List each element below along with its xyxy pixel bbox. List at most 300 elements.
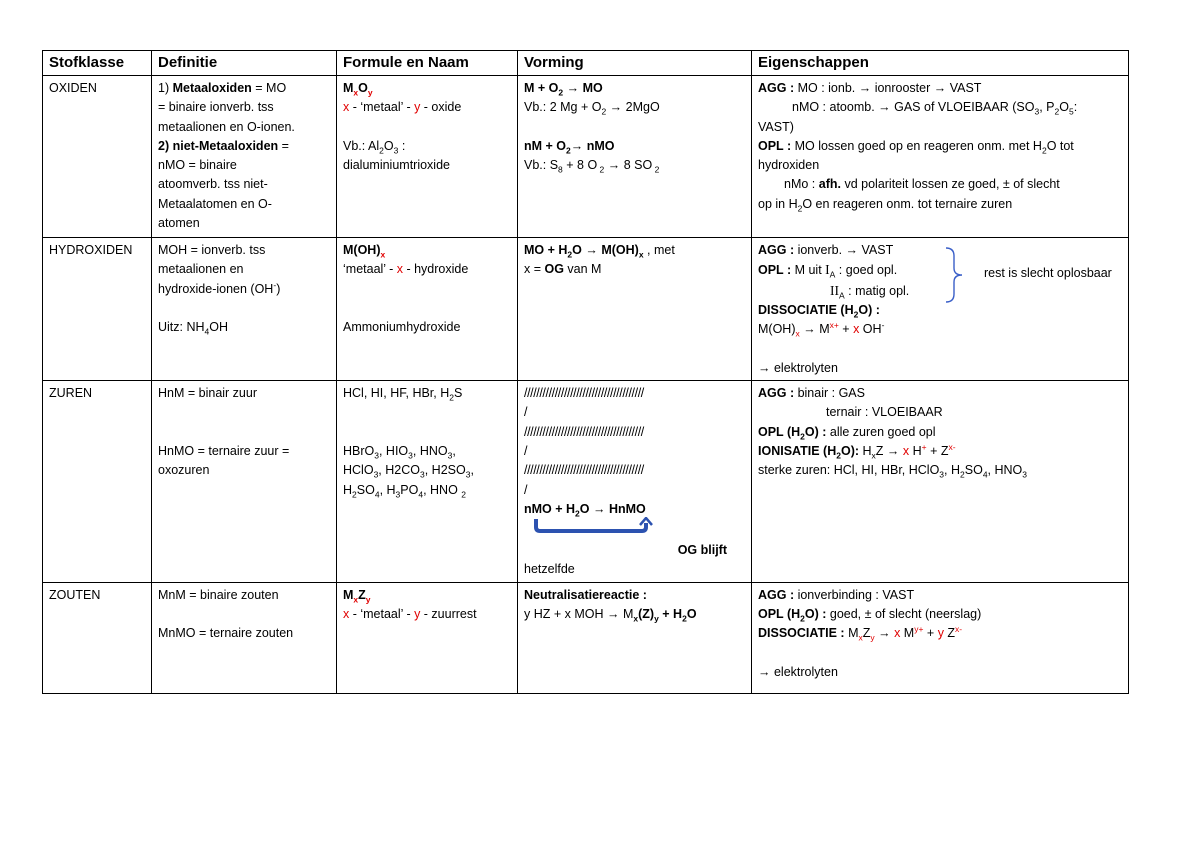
text-zouten-eig-l2-bold: OPL (H [758, 607, 801, 622]
text-line [343, 586, 511, 605]
text-hydroxiden-eig-l3-sub: A [839, 290, 845, 301]
text-zuren-vorming-slash-end: / [524, 405, 528, 420]
text-line [758, 605, 1122, 624]
text-zuren-vorming-slash-end: / [524, 482, 528, 497]
text-oxiden-vorming-r1-a: M + O [524, 81, 559, 95]
text-zuren-eig-l5-2: 2 [960, 469, 965, 480]
eigenschappen-oxiden [752, 76, 1129, 238]
text-line [43, 51, 1129, 694]
text-line [158, 79, 330, 98]
text-oxiden-def-l7: Metaalatomen en O- [158, 196, 272, 211]
text-zuren-formula-l1-b: S [454, 386, 463, 401]
text-line [758, 424, 827, 442]
text-hydroxiden-eig-l2-a: M uit [791, 263, 826, 278]
text-oxiden-eig-l5: hydroxiden [758, 158, 820, 173]
text-hydroxiden-eig-l5-x: x [795, 328, 800, 339]
text-oxiden-vorming-r2-b: 2MgO [625, 100, 660, 115]
formula-zuren [337, 381, 518, 583]
text-zouten-eig-l2-2: 2 [800, 613, 805, 624]
text-zuren-formula-l3-b: , H2CO [378, 463, 420, 478]
text-line [343, 299, 511, 318]
def-zuren [152, 381, 337, 583]
text-zuren-formula-l3-c: , H2SO [424, 463, 466, 478]
text-oxiden-eig-l7-2: 2 [797, 203, 803, 214]
text-zuren-eig-l4-sup2: x- [948, 441, 956, 452]
vorming-zouten [518, 582, 752, 693]
text-oxiden-eig-l1-bold: AGG : [758, 81, 795, 95]
text-zouten-formula-z: Z [358, 587, 366, 602]
text-hydroxiden-def-l3-b: ) [276, 281, 281, 296]
text-oxiden-vorming-r1-b: MO [582, 81, 603, 95]
text-zuren-formula-l3-3c: 3 [465, 469, 471, 480]
def-zouten [152, 582, 337, 693]
text-line [524, 79, 745, 98]
text-zuren-eig-l5-c: SO [964, 463, 983, 478]
text-line [758, 301, 1122, 320]
text-hydroxiden-eig-l2-bold: OPL : [758, 263, 792, 278]
header-vorming: Vorming [518, 51, 752, 76]
text-zuren-eig-l4-b: Z → [875, 443, 903, 458]
text-zuren-eig-l5-b: , H [944, 463, 961, 478]
text-zouten-eig-l3-d: M [900, 626, 915, 641]
text-zuren-class: ZUREN [49, 386, 93, 401]
text-oxiden-vorming-r2-arrow: → [606, 100, 626, 115]
text-zuren-vorming-slashes: /////////////////////////////////////// [524, 386, 644, 401]
text-oxiden-class: OXIDEN [49, 81, 97, 95]
text-line [158, 280, 330, 299]
text-oxiden-def-l5: nMO = binaire [158, 158, 237, 173]
text-hydroxiden-vorming-l1-a: MO + H [524, 243, 568, 257]
text-zuren-formula-l4-2: 2 [352, 489, 357, 500]
text-zouten-formula-l2-mid: - ‘metaal’ - [349, 607, 415, 622]
text-zuren-vorming-slash-end: / [524, 443, 528, 458]
text-oxiden-eig-l6-a: nMo : [784, 177, 819, 192]
text-line [758, 384, 1122, 403]
text-hydroxiden-vorming-l1-2: 2 [567, 249, 573, 260]
text-oxiden-vorming-r4-2: 2 [597, 164, 605, 175]
text-line [758, 423, 1122, 442]
text-hydroxiden-eig-l6: → elektrolyten [758, 360, 838, 375]
text-oxiden-formula-l2-end: - oxide [420, 100, 462, 115]
text-hydroxiden-formula-l3: Ammoniumhydroxide [343, 320, 461, 335]
text-zuren-eig-l5-3b: 3 [1022, 469, 1028, 480]
text-zouten-eig-l2-rest: goed, ± of slecht (neerslag) [826, 607, 982, 622]
text-zouten-formula-l2-end: - zuurrest [420, 607, 477, 622]
text-oxiden-vorming-r2-a: Vb.: 2 Mg + O [524, 100, 602, 115]
text-hydroxiden-formula-l2-x: x [396, 262, 403, 277]
text-zuren-formula-l4-d: PO [400, 482, 419, 497]
text-line [158, 318, 330, 337]
text-line [758, 607, 827, 624]
text-oxiden-def-l4-rest: = [278, 138, 289, 153]
text-oxiden-vorming-r4-8: 8 [558, 164, 563, 175]
text-hydroxiden-eig-l2-b: : goed opl. [835, 263, 898, 278]
text-line [758, 461, 1122, 480]
bracket-arrow-icon [526, 517, 656, 539]
text-zuren-formula-l3-3: 3 [373, 469, 379, 480]
text-hydroxiden-formula-l2-b: - hydroxide [402, 262, 469, 277]
eigenschappen-zouten [752, 582, 1129, 693]
text-zuren-formula-l1-a: HCl, HI, HF, HBr, H [343, 386, 450, 401]
class-zuren [43, 381, 152, 583]
text-line [758, 281, 1122, 301]
text-zuren-formula-l4-2b: 2 [461, 489, 467, 500]
text-zuren-eig-l4-x: x [871, 450, 876, 461]
text-zuren-formula-l2-3c: 3 [447, 450, 453, 461]
text-zuren-eig-l4-c: H [909, 443, 922, 458]
text-line [343, 118, 511, 137]
text-zuren-eig-l5-d: , HNO [987, 463, 1023, 478]
chemistry-overview-table [42, 50, 1129, 694]
text-oxiden-def-l1-num: 1) [158, 81, 173, 95]
text-oxiden-def-l1-rest: = MO [251, 81, 287, 95]
text-zouten-eig-l3-yr: y [937, 626, 944, 641]
text-zouten-vorming-l2-d: O [686, 607, 697, 622]
text-line [524, 605, 745, 624]
text-zuren-eig-l4-xr: x [902, 443, 910, 458]
text-oxiden-formula-vb-2: 2 [379, 145, 384, 156]
formula-hydroxiden [337, 238, 518, 381]
header-definitie: Definitie [152, 51, 337, 76]
text-zouten-eig-l3-b: Z [862, 626, 871, 641]
text-zouten-vorming-l2-2: 2 [682, 613, 687, 624]
text-hydroxiden-eig-l5-sup2: - [881, 320, 885, 331]
text-zuren-formula-l3-a: HClO [343, 463, 374, 478]
text-zouten-eig-l2-bold2: O) : [804, 607, 827, 622]
text-zuren-formula-l2-3b: 3 [408, 450, 413, 461]
text-line [343, 423, 511, 442]
text-line [946, 248, 962, 302]
text-zouten-eig-l1-bold: AGG : [758, 587, 795, 602]
formula-oxiden [337, 76, 518, 238]
text-zuren-vorming-og: OG blijft [677, 543, 727, 558]
text-oxiden-vorming-r3-arrow: → [570, 138, 587, 153]
text-zouten-eig-l3-c: → [874, 626, 895, 641]
row-oxiden [43, 76, 1129, 238]
text-zouten-eig-l3-a: M [844, 626, 859, 641]
text-zuren-formula-l2-d: , [452, 443, 456, 458]
text-hydroxiden-vorming-l1-x: x [638, 249, 644, 260]
text-oxiden-def-l3: metaalionen en O-ionen. [158, 119, 295, 134]
text-line [524, 98, 745, 117]
eigenschappen-hydroxiden [752, 238, 1129, 381]
text-oxiden-vorming-r3-a: nM + O [524, 138, 567, 153]
text-zuren-formula-l4-4: 4 [374, 489, 380, 500]
text-oxiden-formula-l2-y: y [414, 100, 421, 115]
text-zuren-formula-l2-a: HBrO [343, 443, 375, 458]
text-hydroxiden-vorming-l2-b: OG [544, 262, 564, 277]
text-oxiden-vorming-r2-2: 2 [601, 106, 607, 117]
text-line [758, 195, 1122, 214]
text-hydroxiden-vorming-l2-c: van M [563, 262, 602, 277]
text-line [524, 241, 745, 260]
text-line [758, 339, 1122, 358]
text-hydroxiden-class: HYDROXIDEN [49, 243, 133, 257]
text-zuren-eig-l4-bold2: O): [840, 443, 860, 458]
text-zouten-eig-l3-x: x [858, 632, 863, 643]
text-line [758, 586, 1122, 605]
text-oxiden-vorming-r4-a: Vb.: S [524, 158, 559, 173]
text-hydroxiden-vorming-l2-a: x = [524, 262, 545, 277]
text-oxiden-vorming-r1-2: 2 [558, 87, 564, 98]
text-oxiden-def-l4-bold: 2) niet-Metaaloxiden [158, 138, 279, 153]
text-hydroxiden-eig-l5-b: → M [799, 322, 830, 337]
text-hydroxiden-def-l1: MOH = ionverb. tss [158, 243, 266, 257]
text-zuren-eig-l5-3: 3 [939, 469, 945, 480]
text-line [758, 98, 1122, 117]
text-zuren-eig-l4-d: + Z [926, 443, 949, 458]
text-oxiden-def-l2: = binaire ionverb. tss [158, 100, 274, 115]
text-oxiden-formula-vb-3: 3 [393, 145, 399, 156]
brace-note: rest is slecht oplosbaar [984, 266, 1112, 280]
text-line [343, 137, 511, 156]
text-line [758, 443, 860, 461]
text-hydroxiden-eig-l1-bold: AGG : [758, 243, 795, 257]
text-oxiden-eig-l2-3: 3 [1034, 106, 1040, 117]
text-line [343, 461, 511, 480]
text-hydroxiden-eig-l1-rest: ionverb. → VAST [794, 243, 894, 257]
text-line [158, 137, 330, 156]
text-zuren-eig-l3-2: 2 [800, 431, 805, 442]
text-zuren-eig-l3-rest: alle zuren goed opl [826, 424, 936, 439]
formula-zouten [337, 582, 518, 693]
text-line [343, 98, 511, 117]
text-line [524, 118, 745, 137]
text-zouten-vorming-l2-c: + H [658, 607, 683, 622]
class-oxiden [43, 76, 152, 238]
text-zouten-eig-l3-xr: x [894, 626, 901, 641]
text-oxiden-eig-l2-d: : [1073, 100, 1078, 115]
text-oxiden-eig-l7-b: O en reageren onm. tot ternaire zuren [802, 196, 1013, 211]
text-hydroxiden-def-l4-b: OH [209, 320, 229, 335]
text-hydroxiden-eig-l5-sup: x+ [829, 320, 839, 331]
text-oxiden-eig-l2-a: nMO : atoomb. → GAS of VLOEIBAAR (SO [792, 100, 1035, 115]
text-oxiden-formula-vb-o: O [383, 138, 394, 153]
text-line [343, 481, 511, 500]
text-line [758, 241, 1122, 260]
text-oxiden-eig-l4-b: O tot [1046, 138, 1074, 153]
text-zuren-vorming-slashes: /////////////////////////////////////// [524, 424, 644, 439]
text-hydroxiden-formula-l1-a: M(OH) [343, 243, 381, 257]
text-hydroxiden-formula-l2-a: ‘metaal’ - [343, 262, 397, 277]
text-oxiden-eig-l2-5: 5 [1068, 106, 1074, 117]
text-hydroxiden-vorming-l1-c: , met [643, 243, 675, 257]
text-oxiden-def-l8: atomen [158, 216, 200, 231]
text-zouten-class: ZOUTEN [49, 587, 101, 602]
header-eigenschappen: Eigenschappen [752, 51, 1129, 76]
text-zuren-formula-l2-c: , HNO [412, 443, 448, 458]
text-zuren-formula-l4-c: , H [379, 482, 396, 497]
def-oxiden [152, 76, 337, 238]
text-hydroxiden-eig-l4-a: DISSOCIATIE (H [758, 302, 854, 317]
text-line [524, 137, 745, 156]
text-oxiden-eig-l4-bold: OPL : [758, 138, 792, 153]
text-line [343, 260, 511, 279]
text-line [758, 175, 1122, 194]
text-line [343, 442, 511, 461]
text-zuren-vorming-l-2: 2 [575, 508, 580, 519]
text-line [343, 605, 511, 624]
text-line [758, 624, 1122, 643]
text-zuren-formula-l2-3a: 3 [374, 450, 379, 461]
text-zouten-eig-l3-y: y [870, 632, 875, 643]
text-oxiden-eig-l3: VAST) [758, 119, 794, 134]
text-zuren-eig-l1-rest: binair : GAS [794, 386, 865, 401]
text-oxiden-eig-l4-a: MO lossen goed op en reageren onm. met H [791, 138, 1042, 153]
text-zuren-eig-l4-a: H [859, 443, 872, 458]
text-hydroxiden-eig-l5-a: M(OH) [758, 322, 796, 337]
text-zouten-eig-l3-e: + [923, 626, 938, 641]
text-oxiden-vorming-r3-2: 2 [566, 145, 571, 156]
text-hydroxiden-def-l2: metaalionen en [158, 262, 244, 277]
text-zuren-eig-l3-bold2: O) : [804, 424, 827, 439]
text-hydroxiden-vorming-l1-b: O → M(OH) [572, 243, 639, 257]
text-zuren-eig-l3-bold: OPL (H [758, 424, 801, 439]
text-oxiden-formula-m: M [343, 81, 354, 95]
text-hydroxiden-eig-l5-d: OH [859, 322, 882, 337]
text-zuren-eig-l5-4: 4 [982, 469, 988, 480]
text-line [758, 442, 1122, 461]
text-oxiden-formula-x: x [353, 87, 359, 98]
text-hydroxiden-eig-l5-x2: x [853, 322, 860, 337]
header-row [43, 51, 1129, 76]
text-hydroxiden-eig-l3-b: : matig opl. [844, 283, 910, 298]
text-zuren-vorming-og2: hetzelfde [524, 562, 575, 577]
text-zuren-formula-l4-3: 3 [395, 489, 401, 500]
text-oxiden-eig-l1-rest: MO : ionb. → ionrooster → VAST [794, 81, 982, 95]
text-zouten-eig-l3-bold: DISSOCIATIE : [758, 626, 845, 641]
text-hydroxiden-def-l3-sup: - [273, 279, 277, 290]
text-oxiden-eig-l7-a: op in H [758, 196, 798, 211]
text-zouten-vorming-l2-x: x [633, 613, 639, 624]
text-zouten-formula-l2-y: y [414, 607, 421, 622]
header-formule-en-naam: Formule en Naam [337, 51, 518, 76]
text-line [758, 644, 1122, 663]
text-oxiden-eig-l6-c: vd polariteit lossen ze goed, ± of slecht [840, 177, 1060, 192]
text-oxiden-formula-l2-x: x [343, 100, 350, 115]
text-oxiden-formula-l2-mid: - ‘metaal’ - [349, 100, 415, 115]
text-hydroxiden-def-l4-a: Uitz: NH [158, 320, 205, 335]
text-oxiden-eig-l6-b: afh. [818, 177, 841, 192]
text-line [343, 241, 511, 260]
text-oxiden-eig-l2-c: O [1059, 100, 1069, 115]
text-zouten-eig-l3-sup: y+ [914, 624, 924, 635]
text-hydroxiden-eig-l4-2: 2 [853, 309, 859, 320]
text-hydroxiden-eig-l2-sub: A [829, 269, 836, 280]
text-hydroxiden-def-l4-4: 4 [204, 326, 210, 337]
text-oxiden-def-l6: atoomverb. tss niet- [158, 177, 268, 192]
text-line [343, 280, 511, 299]
text-zuren-formula-l3-3b: 3 [419, 469, 425, 480]
text-line [158, 423, 330, 442]
text-zouten-vorming-l2-y: y [654, 613, 659, 624]
text-zuren-eig-l4-sup: + [921, 441, 927, 452]
text-zouten-vorming-l2-b: (Z) [638, 607, 655, 622]
text-zouten-formula-m: M [343, 587, 354, 602]
vorming-hydroxiden [518, 238, 752, 381]
text-zouten-def-l2: MnMO = ternaire zouten [158, 626, 294, 641]
text-zuren-formula-l4-b: SO [356, 482, 375, 497]
text-zuren-eig-l4-2: 2 [836, 450, 841, 461]
text-line [536, 519, 646, 531]
text-line [524, 156, 745, 175]
text-zouten-eig-l3-sup2: x- [955, 624, 963, 635]
text-oxiden-formula-y: y [367, 87, 373, 98]
text-oxiden-formula-o: O [358, 81, 368, 95]
text-hydroxiden-formula-l1-x: x [380, 249, 386, 260]
text-zouten-vorming-l2-a: y HZ + x MOH → M [524, 607, 634, 622]
text-oxiden-vorming-r4-b: + 8 O [562, 158, 598, 173]
text-zuren-def-l1: HnM = binair zuur [158, 386, 257, 401]
text-zuren-formula-l3-d: , [470, 463, 474, 478]
row-zouten [43, 582, 1129, 693]
header-stofklasse: Stofklasse [43, 51, 152, 76]
text-line [758, 137, 1122, 156]
text-hydroxiden-eig-l3-roman: II [830, 282, 839, 298]
text-zuren-eig-l2: ternair : VLOEIBAAR [826, 405, 943, 420]
vorming-zuren [518, 381, 752, 583]
row-hydroxiden [43, 238, 1129, 381]
text-oxiden-vorming-r4-2b: 2 [652, 164, 660, 175]
text-oxiden-vorming-r1-arrow: → [563, 81, 583, 95]
text-zuren-vorming-l-b: O → HnMO [579, 501, 646, 516]
class-hydroxiden [43, 238, 152, 381]
text-hydroxiden-def-l3-a: hydroxide-ionen (OH [158, 281, 274, 296]
text-hydroxiden-eig-l5-c: + [838, 322, 854, 337]
text-oxiden-formula-vb-pre: Vb.: Al [343, 138, 380, 153]
text-zuren-formula-l4-a: H [343, 482, 353, 497]
text-zuren-eig-l4-bold: IONISATIE (H [758, 443, 837, 458]
curly-brace-icon [944, 246, 968, 304]
text-hydroxiden-eig-l4-b: O) : [858, 302, 880, 317]
text-zouten-eig-l3-f: Z [943, 626, 956, 641]
text-line [343, 384, 511, 403]
text-zouten-formula-y: y [365, 594, 371, 605]
text-line [343, 79, 511, 98]
text-line [524, 243, 644, 260]
text-zuren-eig-l5-a: sterke zuren: HCl, HI, HBr, HClO [758, 463, 940, 478]
text-oxiden-eig-l2-b: , P [1039, 100, 1055, 115]
text-zuren-formula-l2-b: , HIO [378, 443, 409, 458]
def-hydroxiden [152, 238, 337, 381]
text-zouten-formula-l2-x: x [343, 607, 350, 622]
text-hydroxiden-eig-l2-roman: I [825, 262, 830, 278]
text-zuren-formula-l4-4b: 4 [418, 489, 424, 500]
text-zuren-formula-l4-e: , HNO [423, 482, 462, 497]
text-zouten-eig-l1-rest: ionverbinding : VAST [794, 587, 915, 602]
text-zuren-def-l3: oxozuren [158, 463, 210, 478]
text-zouten-formula-x: x [353, 594, 359, 605]
text-zuren-vorming-slashes: /////////////////////////////////////// [524, 463, 644, 478]
class-zouten [43, 582, 152, 693]
text-oxiden-eig-l2-2: 2 [1054, 106, 1060, 117]
text-zouten-def-l1: MnM = binaire zouten [158, 587, 279, 602]
eigenschappen-zuren [752, 381, 1129, 583]
row-zuren [43, 381, 1129, 583]
text-line [758, 320, 1122, 339]
text-zuren-formula-l1-2: 2 [449, 392, 454, 403]
text-zuren-def-l2: HnMO = ternaire zuur = [158, 443, 290, 458]
text-oxiden-def-l1-bold: Metaaloxiden [172, 81, 252, 95]
text-zouten-vorming-l1: Neutralisatiereactie : [524, 587, 647, 602]
text-oxiden-formula-vb-end: : [398, 138, 406, 153]
text-zuren-vorming-l-a: nMO + H [524, 501, 576, 516]
text-oxiden-vorming-r3-b: nMO [586, 138, 615, 153]
text-line [158, 403, 330, 422]
text-zuren-eig-l1-bold: AGG : [758, 386, 795, 401]
text-oxiden-vorming-r4-c: 8 SO [623, 158, 653, 173]
text-zouten-eig-l4: → elektrolyten [758, 664, 838, 679]
